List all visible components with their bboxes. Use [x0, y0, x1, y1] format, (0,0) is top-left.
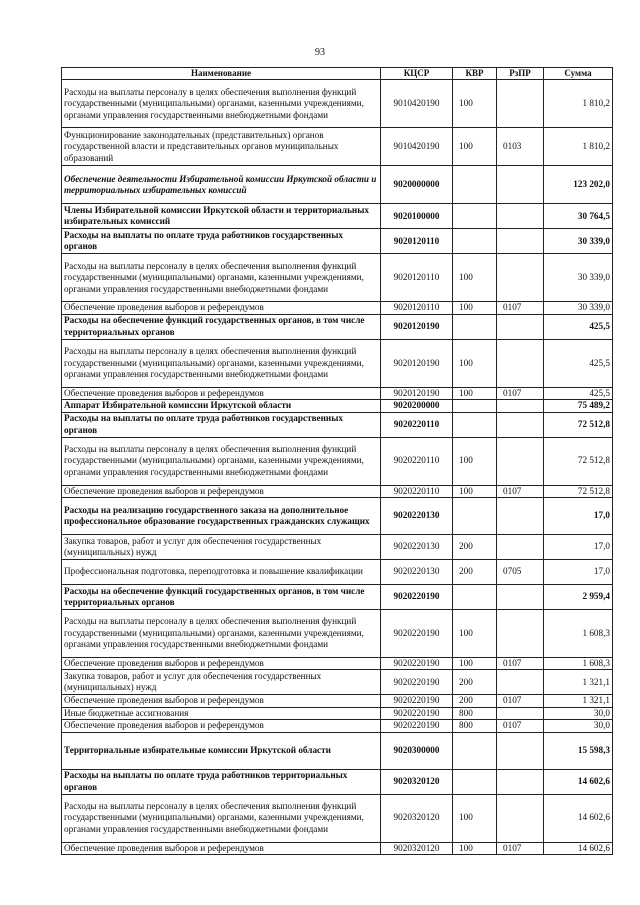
table-row [62, 842, 613, 854]
cell-kvr: 100 [453, 658, 497, 670]
cell-sum: 14 602,6 [544, 769, 613, 794]
table-row [62, 166, 613, 204]
cell-kcsr: 9020120110 [381, 229, 453, 254]
table-row [62, 658, 613, 670]
cell-name: Обеспечение проведения выборов и референдумов [62, 720, 381, 732]
table-row [62, 707, 613, 719]
cell-rzpr [497, 204, 544, 229]
cell-name: Расходы на выплаты персоналу в целях обеспечения выполнения функций государственными (муниципальными) органами, казенными учреждениями, органами управления государственными внебюджетными фондами [62, 339, 381, 387]
cell-kvr: 800 [453, 720, 497, 732]
cell-sum: 30 339,0 [544, 254, 613, 302]
cell-kcsr: 9010420190 [381, 80, 453, 128]
cell-rzpr [497, 229, 544, 254]
cell-kvr: 100 [453, 794, 497, 842]
cell-kvr [453, 769, 497, 794]
cell-kcsr: 9020220190 [381, 585, 453, 610]
cell-rzpr: 0107 [497, 485, 544, 497]
cell-name: Обеспечение проведения выборов и референдумов [62, 485, 381, 497]
cell-kcsr: 9020120190 [381, 339, 453, 387]
cell-kcsr: 9020120190 [381, 314, 453, 339]
cell-sum: 425,5 [544, 339, 613, 387]
cell-kvr [453, 585, 497, 610]
table-row [62, 229, 613, 254]
cell-name: Обеспечение проведения выборов и референдумов [62, 695, 381, 707]
cell-name: Расходы на обеспечение функций государственных органов, в том числе территориальных органов [62, 585, 381, 610]
cell-sum: 17,0 [544, 535, 613, 560]
cell-kvr: 100 [453, 80, 497, 128]
table-row [62, 498, 613, 535]
cell-kvr: 100 [453, 302, 497, 314]
cell-kcsr: 9020220190 [381, 707, 453, 719]
cell-kvr [453, 229, 497, 254]
cell-kcsr: 9020100000 [381, 204, 453, 229]
cell-kcsr: 9020220190 [381, 695, 453, 707]
table-row [62, 302, 613, 314]
cell-kvr: 100 [453, 842, 497, 854]
cell-sum: 1 810,2 [544, 128, 613, 166]
cell-rzpr [497, 707, 544, 719]
header-kvr: КВР [453, 68, 497, 80]
cell-rzpr [497, 794, 544, 842]
cell-kvr [453, 400, 497, 412]
cell-rzpr: 0107 [497, 720, 544, 732]
cell-sum: 72 512,8 [544, 485, 613, 497]
table-row [62, 387, 613, 399]
cell-sum: 1 321,1 [544, 695, 613, 707]
cell-kcsr: 9010420190 [381, 128, 453, 166]
page-number: 93 [315, 47, 325, 58]
header-name: Наименование [62, 68, 381, 80]
cell-rzpr [497, 437, 544, 485]
table-row [62, 769, 613, 794]
cell-kcsr: 9020120110 [381, 302, 453, 314]
cell-name: Обеспечение проведения выборов и референдумов [62, 302, 381, 314]
cell-sum: 30 339,0 [544, 302, 613, 314]
cell-name: Расходы на выплаты персоналу в целях обеспечения выполнения функций государственными (муниципальными) органами, казенными учреждениями, органами управления государственными внебюджетными фондами [62, 254, 381, 302]
cell-sum: 17,0 [544, 498, 613, 535]
cell-sum: 425,5 [544, 314, 613, 339]
cell-kcsr: 9020220110 [381, 412, 453, 437]
cell-sum: 14 602,6 [544, 794, 613, 842]
cell-name: Обеспечение проведения выборов и референдумов [62, 842, 381, 854]
table-row [62, 535, 613, 560]
cell-name: Аппарат Избирательной комиссии Иркутской области [62, 400, 381, 412]
header-sum: Сумма [544, 68, 613, 80]
cell-rzpr: 0103 [497, 128, 544, 166]
cell-name: Расходы на выплаты по оплате труда работников территориальных органов [62, 769, 381, 794]
cell-sum: 30,0 [544, 720, 613, 732]
cell-kvr: 200 [453, 695, 497, 707]
table-row [62, 695, 613, 707]
cell-rzpr [497, 535, 544, 560]
cell-kvr: 200 [453, 535, 497, 560]
cell-name: Иные бюджетные ассигнования [62, 707, 381, 719]
cell-name: Расходы на выплаты по оплате труда работников государственных органов [62, 229, 381, 254]
cell-rzpr [497, 610, 544, 658]
cell-kcsr: 9020220130 [381, 498, 453, 535]
table-row [62, 80, 613, 128]
cell-name: Расходы на выплаты персоналу в целях обеспечения выполнения функций государственными (муниципальными) органами, казенными учреждениями, органами управления государственными внебюджетными фондами [62, 610, 381, 658]
table-row [62, 610, 613, 658]
cell-rzpr [497, 670, 544, 695]
cell-kcsr: 9020220130 [381, 535, 453, 560]
cell-kvr [453, 732, 497, 769]
cell-name: Обеспечение деятельности Избирательной комиссии Иркутской области и территориальных избирательных комиссий [62, 166, 381, 204]
table-row [62, 794, 613, 842]
cell-name: Обеспечение проведения выборов и референдумов [62, 387, 381, 399]
cell-sum: 15 598,3 [544, 732, 613, 769]
cell-rzpr: 0107 [497, 842, 544, 854]
cell-kcsr: 9020220190 [381, 658, 453, 670]
cell-name: Расходы на выплаты персоналу в целях обеспечения выполнения функций государственными (муниципальными) органами, казенными учреждениями, органами управления государственными внебюджетными фондами [62, 80, 381, 128]
cell-sum: 123 202,0 [544, 166, 613, 204]
table-row [62, 437, 613, 485]
cell-sum: 425,5 [544, 387, 613, 399]
cell-name: Обеспечение проведения выборов и референдумов [62, 658, 381, 670]
cell-kvr: 100 [453, 128, 497, 166]
cell-kvr: 200 [453, 560, 497, 585]
cell-kcsr: 9020220130 [381, 560, 453, 585]
table-row [62, 254, 613, 302]
cell-sum: 30 339,0 [544, 229, 613, 254]
cell-kcsr: 9020320120 [381, 842, 453, 854]
cell-rzpr: 0107 [497, 387, 544, 399]
header-rzpr: РзПР [497, 68, 544, 80]
cell-rzpr: 0705 [497, 560, 544, 585]
cell-sum: 72 512,8 [544, 412, 613, 437]
cell-rzpr [497, 585, 544, 610]
cell-kvr [453, 166, 497, 204]
cell-rzpr [497, 412, 544, 437]
cell-rzpr [497, 80, 544, 128]
cell-sum: 2 959,4 [544, 585, 613, 610]
cell-rzpr [497, 254, 544, 302]
cell-kcsr: 9020120110 [381, 254, 453, 302]
table-row [62, 204, 613, 229]
cell-kcsr: 9020320120 [381, 769, 453, 794]
cell-kvr: 200 [453, 670, 497, 695]
cell-rzpr: 0107 [497, 658, 544, 670]
cell-sum: 30 764,5 [544, 204, 613, 229]
table-row [62, 412, 613, 437]
budget-table [61, 67, 613, 855]
cell-kvr: 800 [453, 707, 497, 719]
cell-name: Расходы на выплаты персоналу в целях обеспечения выполнения функций государственными (муниципальными) органами, казенными учреждениями, органами управления государственными внебюджетными фондами [62, 437, 381, 485]
table-row [62, 585, 613, 610]
cell-kcsr: 9020220110 [381, 437, 453, 485]
cell-name: Территориальные избирательные комиссии Иркутской области [62, 732, 381, 769]
cell-sum: 1 608,3 [544, 610, 613, 658]
cell-sum: 17,0 [544, 560, 613, 585]
cell-name: Расходы на выплаты персоналу в целях обеспечения выполнения функций государственными (муниципальными) органами, казенными учреждениями, органами управления государственными внебюджетными фондами [62, 794, 381, 842]
cell-name: Расходы на обеспечение функций государственных органов, в том числе территориальных органов [62, 314, 381, 339]
cell-kvr [453, 498, 497, 535]
header-kcsr: КЦСР [381, 68, 453, 80]
cell-rzpr [497, 314, 544, 339]
table-row [62, 560, 613, 585]
cell-rzpr [497, 769, 544, 794]
cell-kvr [453, 412, 497, 437]
cell-name: Расходы на выплаты по оплате труда работников государственных органов [62, 412, 381, 437]
table-row [62, 485, 613, 497]
cell-kvr [453, 204, 497, 229]
cell-kvr: 100 [453, 254, 497, 302]
cell-kcsr: 9020220190 [381, 610, 453, 658]
cell-kcsr: 9020220110 [381, 485, 453, 497]
cell-sum: 1 321,1 [544, 670, 613, 695]
cell-name: Расходы на реализацию государственного заказа на дополнительное профессиональное образование государственных гражданских служащих [62, 498, 381, 535]
cell-name: Функционирование законодательных (представительных) органов государственной власти и представительных органов муниципальных образований [62, 128, 381, 166]
cell-sum: 75 489,2 [544, 400, 613, 412]
cell-sum: 14 602,6 [544, 842, 613, 854]
cell-kcsr: 9020320120 [381, 794, 453, 842]
cell-rzpr [497, 339, 544, 387]
table-body [62, 80, 613, 855]
table-row [62, 670, 613, 695]
table-row [62, 732, 613, 769]
cell-kcsr: 9020000000 [381, 166, 453, 204]
cell-kcsr: 9020220190 [381, 670, 453, 695]
cell-kvr [453, 314, 497, 339]
table-row [62, 339, 613, 387]
cell-sum: 72 512,8 [544, 437, 613, 485]
cell-name: Закупка товаров, работ и услуг для обеспечения государственных (муниципальных) нужд [62, 535, 381, 560]
cell-kcsr: 9020220190 [381, 720, 453, 732]
cell-rzpr [497, 166, 544, 204]
cell-name: Профессиональная подготовка, переподготовка и повышение квалификации [62, 560, 381, 585]
cell-kvr: 100 [453, 610, 497, 658]
cell-sum: 1 810,2 [544, 80, 613, 128]
cell-rzpr: 0107 [497, 302, 544, 314]
cell-sum: 30,0 [544, 707, 613, 719]
cell-rzpr: 0107 [497, 695, 544, 707]
cell-name: Закупка товаров, работ и услуг для обеспечения государственных (муниципальных) нужд [62, 670, 381, 695]
cell-sum: 1 608,3 [544, 658, 613, 670]
table-row [62, 400, 613, 412]
cell-name: Члены Избирательной комиссии Иркутской области и территориальных избирательных комиссий [62, 204, 381, 229]
cell-rzpr [497, 732, 544, 769]
cell-kcsr: 9020200000 [381, 400, 453, 412]
cell-kcsr: 9020120190 [381, 387, 453, 399]
table-row [62, 128, 613, 166]
cell-rzpr [497, 498, 544, 535]
cell-kcsr: 9020300000 [381, 732, 453, 769]
cell-kvr: 100 [453, 485, 497, 497]
cell-kvr: 100 [453, 339, 497, 387]
table-row [62, 720, 613, 732]
cell-kvr: 100 [453, 387, 497, 399]
cell-rzpr [497, 400, 544, 412]
table-header-row [62, 68, 613, 80]
table-row [62, 314, 613, 339]
cell-kvr: 100 [453, 437, 497, 485]
